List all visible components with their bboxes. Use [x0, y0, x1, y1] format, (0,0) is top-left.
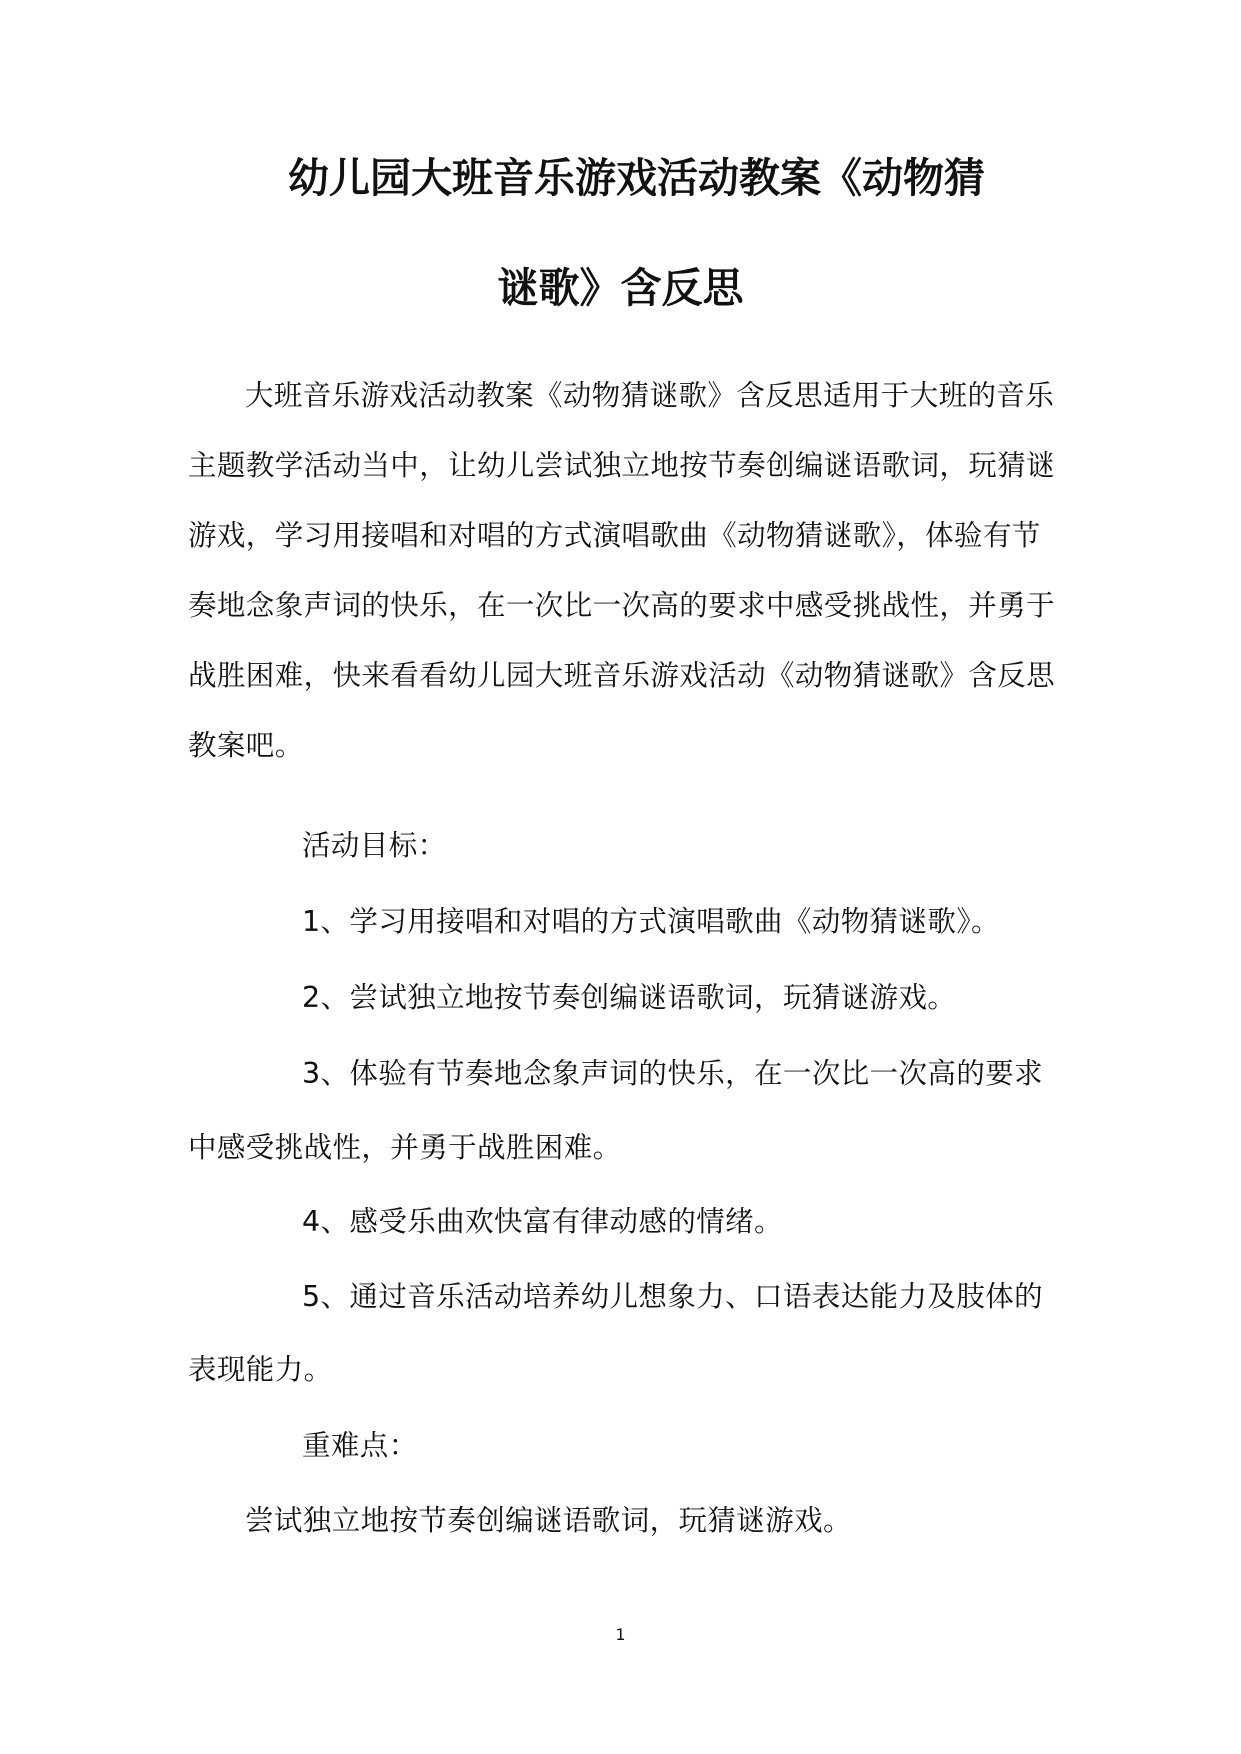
- intro-line-5: 战胜困难，快来看看幼儿园大班音乐游戏活动《动物猜谜歌》含反思: [188, 659, 1056, 692]
- goal-item-5-line-1: 5、通过音乐活动培养幼儿想象力、口语表达能力及肢体的: [302, 1280, 1044, 1313]
- intro-line-4: 奏地念象声词的快乐，在一次比一次高的要求中感受挑战性，并勇于: [188, 589, 1056, 622]
- key-points-heading: 重难点：: [302, 1429, 418, 1462]
- intro-line-1: 大班音乐游戏活动教案《动物猜谜歌》含反思适用于大班的音乐: [245, 379, 1055, 412]
- intro-line-6: 教案吧。: [188, 729, 304, 762]
- page-number: 1: [615, 1625, 626, 1644]
- title-line-1: 幼儿园大班音乐游戏活动教案《动物猜: [288, 154, 985, 202]
- intro-line-2: 主题教学活动当中，让幼儿尝试独立地按节奏创编谜语歌词，玩猜谜: [188, 449, 1056, 482]
- goal-item-2: 2、尝试独立地按节奏创编谜语歌词，玩猜谜游戏。: [302, 981, 957, 1014]
- goal-item-1: 1、学习用接唱和对唱的方式演唱歌曲《动物猜谜歌》。: [302, 905, 1000, 938]
- title-line-2: 谜歌》含反思: [497, 264, 744, 312]
- intro-line-3: 游戏，学习用接唱和对唱的方式演唱歌曲《动物猜谜歌》，体验有节: [188, 519, 1041, 552]
- goal-item-3-line-1: 3、体验有节奏地念象声词的快乐，在一次比一次高的要求: [302, 1057, 1044, 1090]
- key-points-text: 尝试独立地按节奏创编谜语歌词，玩猜谜游戏。: [245, 1504, 852, 1537]
- goal-item-5-line-2: 表现能力。: [188, 1353, 333, 1386]
- goal-item-4: 4、感受乐曲欢快富有律动感的情绪。: [302, 1205, 783, 1238]
- goals-heading: 活动目标：: [302, 829, 447, 862]
- goal-item-3-line-2: 中感受挑战性，并勇于战胜困难。: [188, 1131, 622, 1164]
